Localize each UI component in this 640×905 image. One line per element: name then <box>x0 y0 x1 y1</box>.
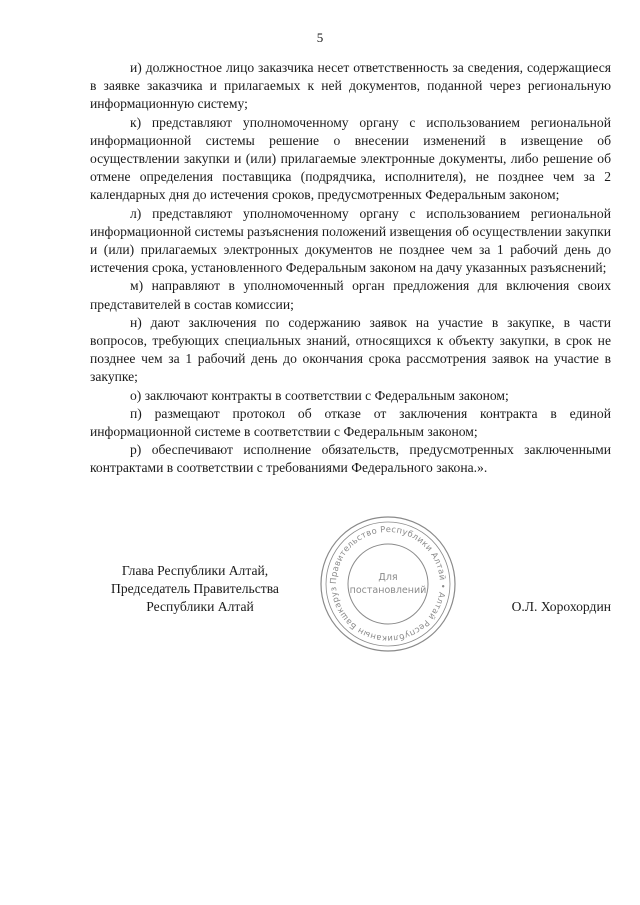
paragraph-l: л) представляют уполномоченному органу с использованием региональной информационной системы разъяснения положений извещения об осуществлении закупки и (или) прилагаемых электронных документов не позднее чем за 1 рабочий день до истечения срока, установленного Федеральным законом на дачу указанных разъяснений; <box>90 205 611 276</box>
paragraph-n: н) дают заключения по содержанию заявок на участие в закупке, в части вопросов, требующих специальных знаний, относящихся к объекту закупки, в срок не позднее чем за 1 рабочий день до окончания срока рассмотрения заявок на участие в закупке; <box>90 314 611 385</box>
paragraph-k: к) представляют уполномоченному органу с использованием региональной информационной системы решение о внесении изменений в извещение об осуществлении закупки и (или) прилагаемые электронные документы, либо решение об отмене определения поставщика (подрядчика, исполнителя), не позднее чем за 2 календарных дня до истечения сроков, предусмотренных Федеральным законом; <box>90 114 611 203</box>
seal-middle-ring <box>326 522 450 646</box>
signatory-title-line3: Республики Алтай <box>146 599 254 615</box>
seal-outer-ring <box>321 517 455 651</box>
paragraph-r: р) обеспечивают исполнение обязательств, предусмотренных заключенными контрактами в соответствии с требованиями Федерального закона.». <box>90 442 611 476</box>
paragraph-p: п) размещают протокол об отказе от заключения контракта в единой информационной системе в соответствии с Федеральным законом; <box>90 405 611 440</box>
seal-inner-text-line2: постановлений <box>349 585 427 596</box>
official-seal <box>318 514 458 654</box>
paragraph-m: м) направляют в уполномоченный орган предложения для включения своих представителей в состав комиссии; <box>90 278 611 312</box>
seal-ring-text: Правительство Республики Алтай • Алтай Республиканын Башкаруз <box>327 523 449 645</box>
paragraph-o: о) заключают контракты в соответствии с Федеральным законом; <box>130 387 509 403</box>
signatory-title-line2: Председатель Правительства <box>111 581 279 597</box>
page-number: 5 <box>316 30 324 45</box>
signatory-name: О.Л. Хорохордин <box>511 599 611 614</box>
document-body <box>90 59 611 478</box>
seal-graphic <box>318 514 458 654</box>
signatory-title-line1: Глава Республики Алтай, <box>121 563 269 578</box>
seal-inner-ring <box>348 544 428 624</box>
seal-inner-text-line1: Для <box>378 572 398 583</box>
paragraph-i: и) должностное лицо заказчика несет ответственность за сведения, содержащиеся в заявке заказчика и прилагаемых к ней документов, поданной через региональную информационную систему; <box>90 60 611 112</box>
